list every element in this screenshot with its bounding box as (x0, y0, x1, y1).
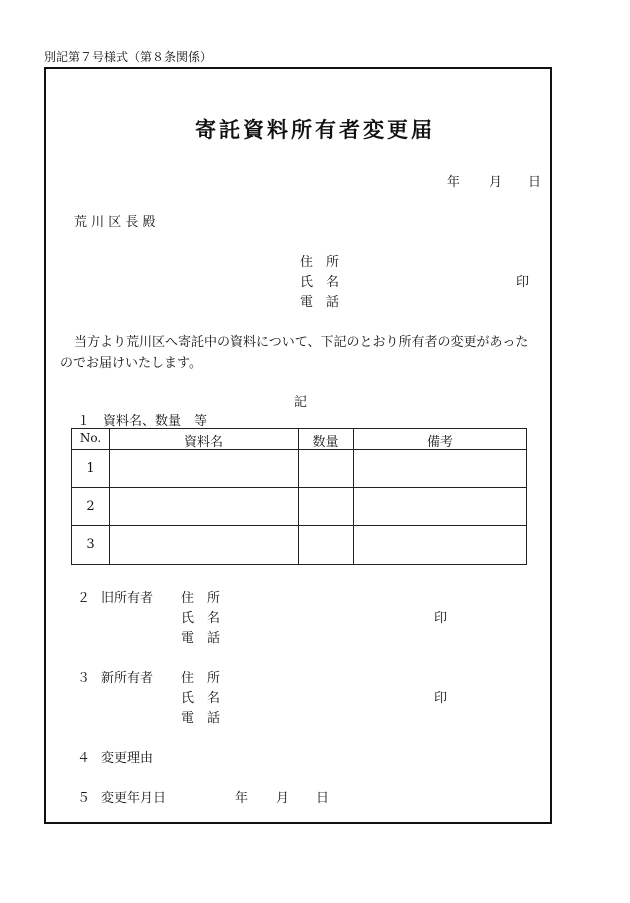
table-header-remarks: 備考 (426, 435, 453, 450)
applicant-address-label: 住 所 (300, 255, 340, 270)
item3-address-label: 住 所 (181, 671, 221, 686)
item4-number: ４ (77, 751, 91, 766)
item3-number: ３ (77, 671, 91, 686)
table-divider (72, 487, 526, 488)
item1-label: １ 資料名、数量 等 (77, 414, 208, 429)
applicant-phone-label: 電 話 (300, 295, 340, 310)
item4-label: 変更理由 (101, 751, 154, 766)
item3-name-label: 氏 名 (181, 691, 221, 706)
date-day-label: 日 (528, 175, 542, 190)
item2-address-label: 住 所 (181, 591, 221, 606)
item2-phone-label: 電 話 (181, 631, 221, 646)
form-number-label: 別記第７号様式（第８条関係） (44, 50, 213, 64)
item5-label: 変更年月日 (101, 791, 167, 806)
materials-table (71, 428, 527, 565)
item2-name-label: 氏 名 (181, 611, 221, 626)
table-header-no: No. (79, 431, 102, 445)
body-text-line-2: のでお届けいたします。 (60, 356, 202, 371)
applicant-seal-mark: 印 (516, 275, 530, 290)
table-row-number: 3 (86, 537, 95, 552)
table-row-number: 1 (86, 461, 95, 476)
item5-year-label: 年 (235, 791, 249, 806)
item5-day-label: 日 (316, 791, 330, 806)
applicant-name-label: 氏 名 (300, 275, 340, 290)
item3-label: 新所有者 (101, 671, 154, 686)
body-text-line-1: 当方より荒川区へ寄託中の資料について、下記のとおり所有者の変更があった (74, 335, 529, 350)
item3-phone-label: 電 話 (181, 711, 221, 726)
item2-label: 旧所有者 (101, 591, 154, 606)
item2-seal-mark: 印 (434, 611, 448, 626)
table-header-qty: 数量 (312, 435, 339, 450)
date-month-label: 月 (489, 175, 503, 190)
item3-seal-mark: 印 (434, 691, 448, 706)
table-header-name: 資料名 (183, 435, 223, 450)
table-row-number: 2 (86, 499, 95, 514)
date-year-label: 年 (447, 175, 461, 190)
item5-number: ５ (77, 791, 91, 806)
item5-month-label: 月 (276, 791, 290, 806)
item2-number: ２ (77, 591, 91, 606)
addressee: 荒 川 区 長 殿 (74, 215, 156, 230)
ki-heading: 記 (294, 395, 308, 410)
form-title: 寄託資料所有者変更届 (195, 117, 435, 142)
table-divider (72, 525, 526, 526)
